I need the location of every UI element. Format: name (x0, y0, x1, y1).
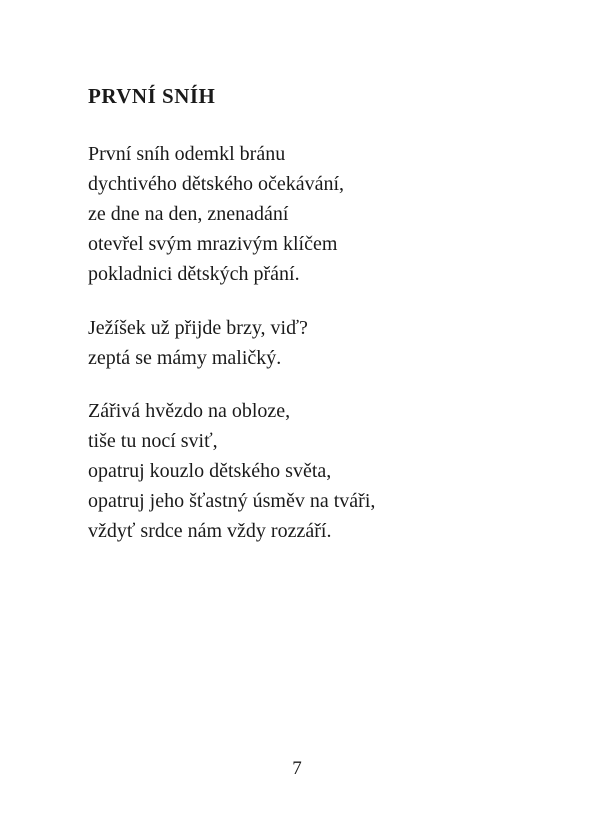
poem-line: otevřel svým mrazivým klíčem (88, 233, 338, 255)
poem-line: opatruj jeho šťastný úsměv na tváři, (88, 490, 376, 512)
poem-line: zeptá se mámy maličký. (88, 347, 282, 369)
poem-line: pokladnici dětských přání. (88, 263, 300, 285)
poem-stanza-3 (88, 396, 375, 546)
poem-title: PRVNÍ SNÍH (88, 84, 216, 108)
poem-line: Ježíšek už přijde brzy, viď? (88, 317, 308, 339)
poem-stanza-2 (88, 313, 308, 373)
poem-line: vždyť srdce nám vždy rozzáří. (88, 520, 332, 542)
page-number: 7 (292, 758, 302, 779)
poem-line: tiše tu nocí sviť, (88, 430, 218, 452)
poem-line: ze dne na den, znenadání (88, 203, 289, 225)
poem-stanza-1 (88, 139, 344, 289)
poem-line: První sníh odemkl bránu (88, 143, 286, 165)
poem-line: opatruj kouzlo dětského světa, (88, 460, 332, 482)
poem-line: dychtivého dětského očekávání, (88, 173, 345, 195)
poem-line: Zářivá hvězdo na obloze, (88, 400, 291, 422)
